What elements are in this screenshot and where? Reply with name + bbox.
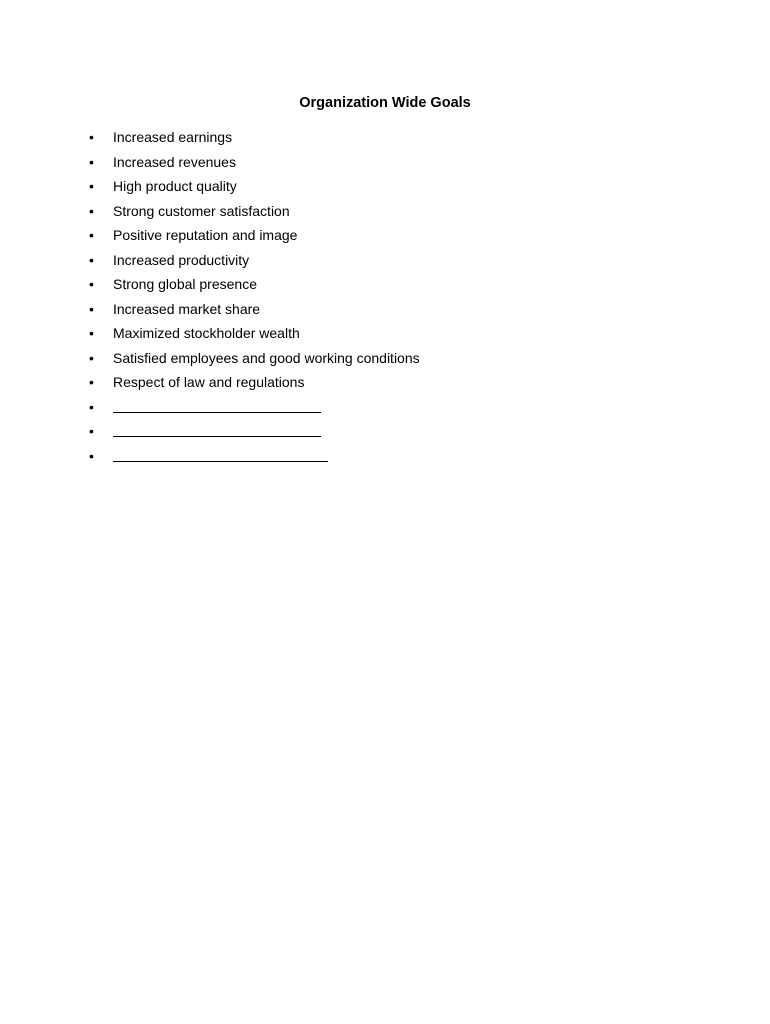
blank-fill-line: [113, 461, 328, 462]
goal-text: Increased earnings: [113, 129, 233, 145]
bullet-icon: •: [89, 276, 94, 292]
blank-fill-line: [113, 412, 321, 413]
goal-text: Increased market share: [113, 300, 261, 317]
bullet-icon: •: [89, 349, 94, 366]
blank-fill-line: [113, 436, 321, 437]
goal-text: High product quality: [113, 178, 237, 194]
bullet-icon: •: [89, 129, 94, 145]
bullet-icon: •: [89, 325, 94, 341]
bullet-icon: •: [89, 153, 94, 170]
page-title: Organization Wide Goals: [299, 95, 471, 111]
bullet-icon: •: [89, 178, 94, 194]
bullet-icon: •: [89, 227, 94, 243]
bullet-icon: •: [89, 300, 94, 317]
goal-text: Strong customer satisfaction: [113, 202, 290, 219]
goal-text: Respect of law and regulations: [113, 374, 305, 390]
goal-text: Maximized stockholder wealth: [113, 325, 300, 341]
bullet-icon: •: [89, 423, 94, 439]
bullet-icon: •: [89, 374, 94, 390]
bullet-icon: •: [89, 398, 94, 415]
goal-text: Positive reputation and image: [113, 227, 298, 243]
goal-text: Increased productivity: [113, 251, 250, 268]
goal-text: Satisfied employees and good working conditions: [113, 349, 420, 366]
goal-text: Increased revenues: [113, 153, 236, 170]
goal-text: Strong global presence: [113, 276, 257, 292]
bullet-icon: •: [89, 251, 94, 268]
bullet-icon: •: [89, 447, 94, 464]
bullet-icon: •: [89, 202, 94, 219]
